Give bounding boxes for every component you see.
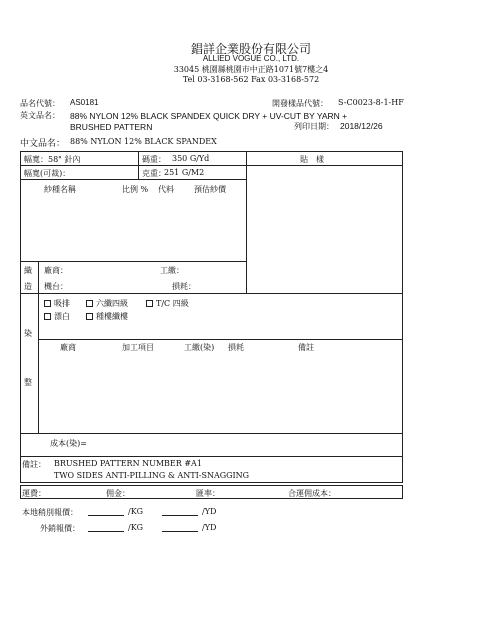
remark-label: 備註： [22,460,46,469]
dev-code-label: 開發樣品代號： [272,99,328,108]
local-price-yd-field[interactable] [162,507,198,516]
product-code-label: 品名代號： [20,99,60,108]
remark-line1: BRUSHED PATTERN NUMBER #A1 [54,459,202,468]
weave-label-2: 造 [24,282,32,291]
en-name-line1: 88% NYLON 12% BLACK SPANDEX QUICK DRY + UV-CUT BY YARN + [70,111,348,121]
local-price-label: 本地稍別報價： [22,508,78,517]
export-price-yd-unit: /YD [202,523,217,532]
labor-label: 工繳： [160,266,184,275]
material-header: 代料 [158,185,174,194]
en-name-label: 英文品名： [20,111,60,120]
factory-label: 廠商： [44,266,68,275]
dye-header-remark: 備註 [298,343,314,352]
option-tc[interactable]: T/C 四級 [146,298,189,309]
local-price-kg-unit: /KG [128,507,144,516]
option-bleach[interactable]: 漂白 [44,311,70,322]
dye-label-1: 染 [24,329,32,338]
dye-label-2: 整 [24,378,32,387]
dye-header-factory: 廠商 [60,343,76,352]
option-fiber[interactable]: 種樓纖樓 [86,311,128,322]
zh-name-label: 中文品名： [20,139,66,149]
en-name-line2: BRUSHED PATTERN [70,122,153,132]
yarn-name-header: 紗種名稱 [44,185,76,194]
company-name-zh: 錩詳企業股份有限公司 [190,42,311,56]
option-six-fiber[interactable]: 六纖四級 [86,298,128,309]
local-price-yd-unit: /YD [202,507,217,516]
checkbox-icon [44,300,51,307]
weight-value: 350 G/Yd [172,154,210,163]
checkbox-icon [86,300,93,307]
export-price-label: 外銷報價： [40,524,80,533]
usable-width-label: 幅寬(可裁)： [24,169,71,178]
dev-code: S-C0023-8-1-HF [338,98,404,107]
zh-name: 88% NYLON 12% BLACK SPANDEX [70,137,217,146]
company-phone: Tel 03-3168-562 Fax 03-3168-572 [182,75,320,84]
export-price-yd-field[interactable] [162,523,198,532]
dye-header-labor: 工繳(染) [184,343,215,352]
checkbox-icon [44,313,51,320]
checkbox-icon [146,300,153,307]
gsm-value: 251 G/M2 [164,168,205,177]
option-absorb[interactable]: 吸排 [44,298,70,309]
dye-cost-label: 成本(染)= [50,439,87,448]
width-label: 幅寬：58" 針內 [24,155,81,164]
sample-label: 貼 樣 [300,155,324,164]
export-price-kg-field[interactable] [88,523,124,532]
machine-label: 機台： [44,282,68,291]
gsm-label: 克重： [142,169,166,178]
weave-label-1: 織 [24,266,32,275]
ratio-header: 比例 % [122,185,149,194]
loss-label: 損耗： [172,282,196,291]
export-price-kg-unit: /KG [128,523,144,532]
exchange-label: 匯率： [196,489,220,498]
company-name-en: ALLIED VOGUE CO., LTD. [202,54,300,63]
dye-header-process: 加工項目 [122,343,154,352]
remark-line2: TWO SIDES ANTI-PILLING & ANTI-SNAGGING [54,471,250,480]
checkbox-icon [86,313,93,320]
dye-header-loss: 損耗 [228,343,244,352]
print-date: 2018/12/26 [340,121,383,131]
shipping-label: 運費： [22,489,46,498]
local-price-kg-field[interactable] [88,507,124,516]
commission-label: 佣金： [106,489,130,498]
company-address: 33045 桃園縣桃園市中正路1071號7樓之4 [173,65,329,74]
product-code: AS0181 [70,98,99,107]
weight-label: 碼重： [142,155,166,164]
print-date-label: 列印日期： [294,122,334,131]
yarn-price-header: 預估紗價 [194,185,226,194]
total-cost-label: 合運佣成本： [288,489,336,498]
